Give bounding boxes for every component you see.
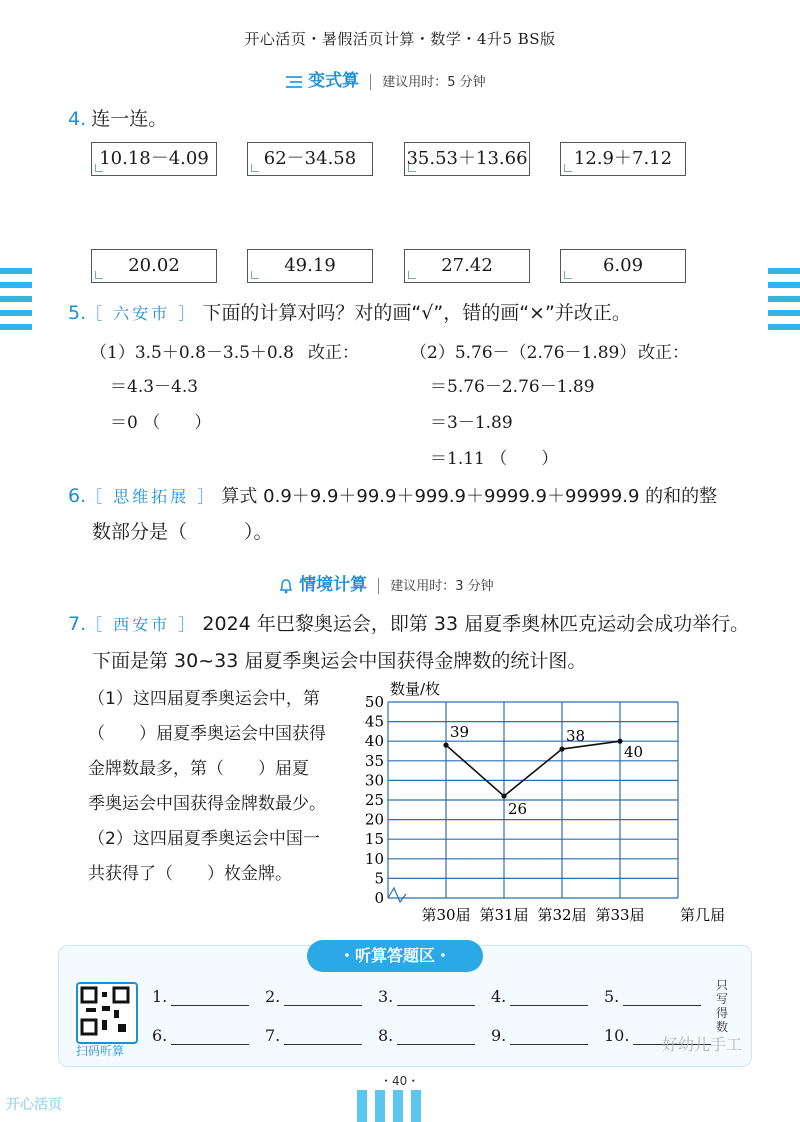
question-text: 算式 0.9＋9.9＋99.9＋999.9＋9999.9＋99999.9 的和的整	[221, 486, 718, 507]
match-box-bottom[interactable]: 6.09	[560, 249, 686, 283]
answer-slot: 9.	[491, 1026, 588, 1045]
chart-points	[443, 739, 622, 799]
match-box-top[interactable]: 12.9＋7.12	[560, 142, 686, 176]
calc-line: （2）5.76－（2.76－1.89）	[410, 343, 637, 363]
calc-line: （1）3.5＋0.8－3.5＋0.8	[90, 343, 294, 363]
series-line	[446, 741, 620, 796]
chart-x-ticks	[421, 906, 644, 924]
answer-slot: 3.	[378, 987, 475, 1006]
data-label: 39	[450, 723, 470, 742]
axis-break	[388, 888, 406, 902]
sub-question-line: （ ）届夏季奥运会中国获得	[88, 724, 326, 744]
match-box-bottom[interactable]: 49.19	[247, 249, 373, 283]
region-tag: ［ 西安市 ］	[86, 615, 198, 634]
sub-question-line: 共获得了（ ）枚金牌。	[88, 864, 292, 884]
y-tick-label: 5	[374, 869, 384, 888]
question-text: 2024 年巴黎奥运会，即第 33 届夏季奥林匹克运动会成功举行。	[202, 613, 750, 635]
question-text: 下面的计算对吗？对的画“√”，错的画“×”并改正。	[202, 302, 631, 324]
match-box-top[interactable]: 35.53＋13.66	[404, 142, 530, 176]
data-point	[559, 746, 564, 751]
x-tick-label: 第31届	[479, 906, 529, 924]
topic-tag: ［ 思维拓展 ］	[86, 487, 217, 506]
x-tick-label: 第30届	[421, 906, 471, 924]
calc-line: ＝3－1.89	[430, 413, 513, 433]
region-tag: ［ 六安市 ］	[86, 304, 198, 323]
list-icon	[285, 75, 303, 89]
question-text-cont: 数部分是（ ）。	[92, 521, 273, 543]
sub-question-line: 金牌数最多，第（ ）届夏	[88, 759, 309, 779]
brand-logo: 开心活页	[6, 1097, 62, 1113]
match-box-bottom[interactable]: 27.42	[404, 249, 530, 283]
sub-question-line: （2）这四届夏季奥运会中国一	[88, 829, 320, 849]
y-tick-label: 45	[364, 712, 384, 731]
y-tick-label: 40	[364, 732, 384, 751]
right-edge-bars	[768, 268, 800, 330]
answer-area-title: ・听算答题区・	[307, 940, 483, 972]
left-edge-bars	[0, 268, 32, 330]
answer-slot: 5.	[604, 987, 701, 1006]
calc-line: ＝5.76－2.76－1.89	[430, 377, 595, 397]
sub-questions	[88, 682, 363, 892]
section-title: 变式算	[308, 71, 360, 91]
data-label: 40	[624, 743, 644, 762]
y-tick-label: 15	[364, 830, 384, 849]
y-tick-label: 25	[364, 791, 384, 809]
y-tick-label: 30	[364, 771, 384, 790]
sub-question-line: 季奥运会中国获得金牌数最少。	[88, 794, 326, 814]
answer-slot: 1.	[152, 987, 249, 1006]
page-header: 开心活页・暑假活页计算・数学・4升5 BS版	[244, 30, 556, 48]
section-hint: 建议用时：5 分钟	[382, 75, 486, 90]
data-point	[443, 743, 448, 748]
question-4	[68, 104, 167, 131]
fix-label: 改正：	[308, 343, 359, 363]
calc-line: ＝0 （ ）	[110, 413, 212, 433]
data-label: 38	[566, 727, 586, 746]
question-7	[68, 609, 749, 636]
chart-grid	[388, 702, 678, 902]
x-tick-label: 第32届	[537, 906, 587, 924]
calc-line: ＝1.11 （ ）	[430, 449, 559, 469]
watermark-text: 好幼儿手工	[662, 1035, 743, 1054]
data-label: 26	[508, 800, 528, 819]
answer-slot: 7.	[265, 1026, 362, 1045]
answer-slot: 10.	[604, 1026, 711, 1045]
y-tick-label: 20	[364, 810, 384, 829]
sub-question-line: （1）这四届夏季奥运会中，第	[88, 689, 320, 709]
write-result-only-label: 只写得数	[716, 978, 729, 1034]
match-box-top[interactable]: 10.18－4.09	[91, 142, 217, 176]
section-heading-1	[285, 66, 486, 91]
answer-slot: 6.	[152, 1026, 249, 1045]
chart-data-labels	[450, 723, 643, 818]
fix-label: 改正：	[638, 343, 689, 363]
gold-medal-line-chart	[360, 670, 770, 935]
data-point	[501, 793, 506, 798]
qr-label: 扫码听算	[76, 1044, 125, 1058]
answer-slot: 4.	[491, 987, 588, 1006]
qr-code-icon[interactable]	[76, 982, 138, 1044]
section-heading-2	[278, 570, 494, 595]
match-box-top[interactable]: 62－34.58	[247, 142, 373, 176]
section-title: 情境计算	[299, 575, 368, 595]
chart-y-ticks	[365, 693, 384, 907]
question-text-cont: 下面是第 30~33 届夏季奥运会中国获得金牌数的统计图。	[92, 650, 587, 672]
question-6	[68, 482, 717, 508]
bottom-edge-bars	[357, 1090, 421, 1122]
answer-slot: 2.	[265, 987, 362, 1006]
question-number: 6.	[68, 485, 87, 507]
question-text: 连一连。	[91, 108, 168, 130]
chart-series-line	[446, 741, 620, 796]
chart-y-axis-label: 数量/枚	[390, 680, 441, 698]
y-tick-label: 10	[364, 849, 384, 868]
question-number: 5.	[68, 302, 87, 324]
y-tick-label: 35	[364, 751, 384, 770]
data-point	[617, 739, 622, 744]
question-5	[68, 298, 631, 325]
answer-slot: 8.	[378, 1026, 475, 1045]
bell-icon	[278, 578, 294, 594]
x-tick-label: 第33届	[595, 906, 645, 924]
calc-line: ＝4.3－4.3	[110, 377, 199, 397]
page-number: ・40・	[380, 1074, 420, 1088]
question-number: 4.	[68, 108, 87, 130]
chart-x-axis-label: 第几届	[680, 906, 726, 924]
section-hint: 建议用时：3 分钟	[390, 579, 494, 594]
match-box-bottom[interactable]: 20.02	[91, 249, 217, 283]
y-tick-label: 0	[374, 889, 384, 907]
question-number: 7.	[68, 613, 87, 635]
y-tick-label: 50	[364, 693, 384, 711]
